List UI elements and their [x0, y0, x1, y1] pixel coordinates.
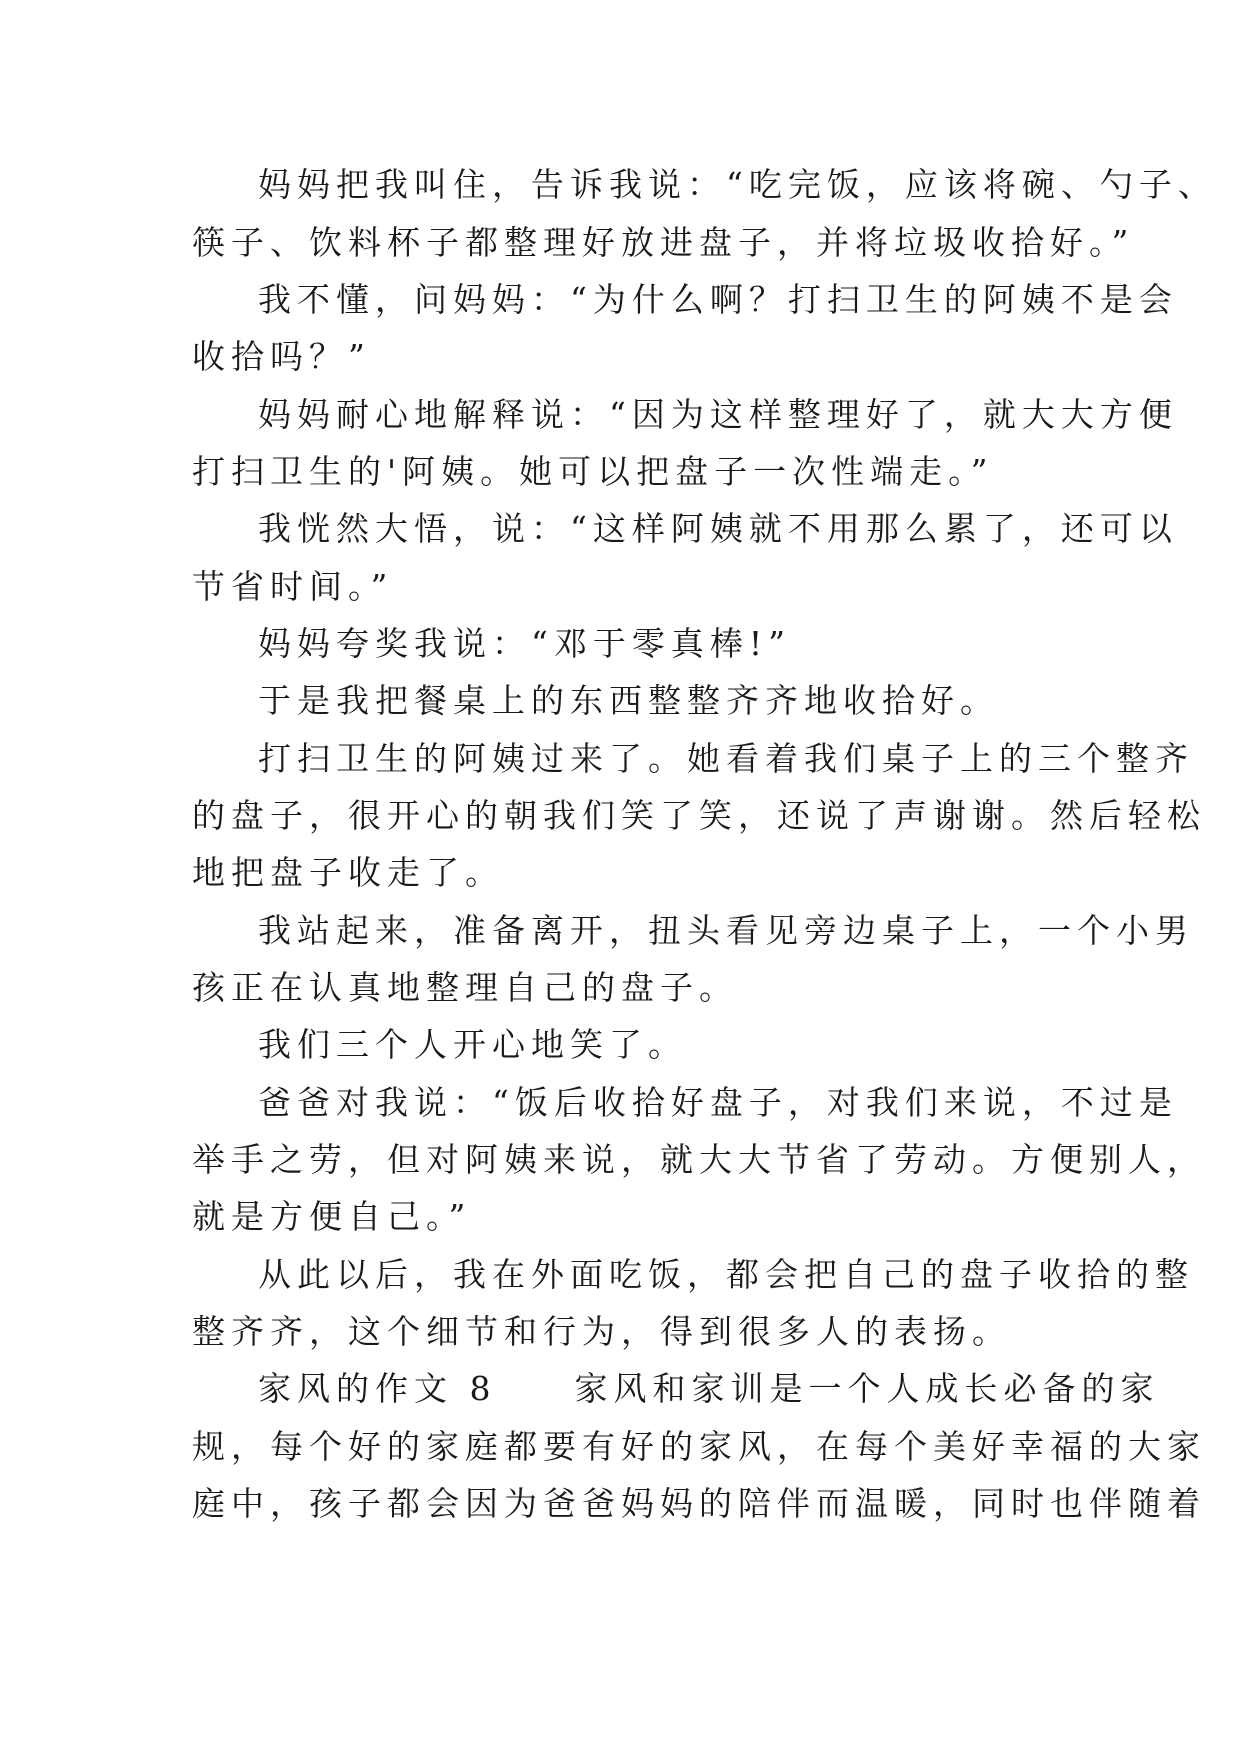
text-line: 爸爸对我说：“饭后收拾好盘子，对我们来说，不过是 — [258, 1083, 1178, 1122]
text-line: 妈妈把我叫住，告诉我说：“吃完饭，应该将碗、勺子、 — [258, 165, 1217, 204]
text-line: 整齐齐，这个细节和行为，得到很多人的表扬。 — [192, 1312, 1011, 1351]
text-line: 规，每个好的家庭都要有好的家风，在每个美好幸福的大家 — [192, 1427, 1206, 1466]
text-line: 从此以后，我在外面吃饭，都会把自己的盘子收拾的整 — [258, 1255, 1194, 1294]
text-line: 我不懂，问妈妈：“为什么啊？打扫卫生的阿姨不是会 — [258, 280, 1178, 319]
text-line: 庭中，孩子都会因为爸爸妈妈的陪伴而温暖，同时也伴随着 — [192, 1484, 1206, 1523]
text-line: 于是我把餐桌上的东西整整齐齐地收拾好。 — [258, 681, 999, 720]
text-line: 我站起来，准备离开，扭头看见旁边桌子上，一个小男 — [258, 911, 1194, 950]
text-line: 打扫卫生的'阿姨。她可以把盘子一次性端走。” — [192, 452, 994, 491]
text-line: 打扫卫生的阿姨过来了。她看着我们桌子上的三个整齐 — [258, 739, 1194, 778]
text-line: 家风的作文 8 家风和家训是一个人成长必备的家 — [258, 1369, 1160, 1408]
text-line: 孩正在认真地整理自己的盘子。 — [192, 968, 738, 1007]
text-line: 节省时间。” — [192, 567, 394, 606]
text-line: 举手之劳，但对阿姨来说，就大大节省了劳动。方便别人， — [192, 1140, 1206, 1179]
text-line: 筷子、饮料杯子都整理好放进盘子，并将垃圾收拾好。” — [192, 223, 1135, 262]
text-line: 的盘子，很开心的朝我们笑了笑，还说了声谢谢。然后轻松 — [192, 796, 1206, 835]
text-line: 就是方便自己。” — [192, 1197, 472, 1236]
text-line: 我恍然大悟，说：“这样阿姨就不用那么累了，还可以 — [258, 509, 1178, 548]
text-line: 我们三个人开心地笑了。 — [258, 1025, 687, 1064]
text-line: 收拾吗？” — [192, 337, 371, 376]
text-line: 地把盘子收走了。 — [192, 853, 504, 892]
text-line: 妈妈耐心地解释说：“因为这样整理好了，就大大方便 — [258, 395, 1178, 434]
text-line: 妈妈夸奖我说：“邓于零真棒!” — [258, 624, 792, 663]
